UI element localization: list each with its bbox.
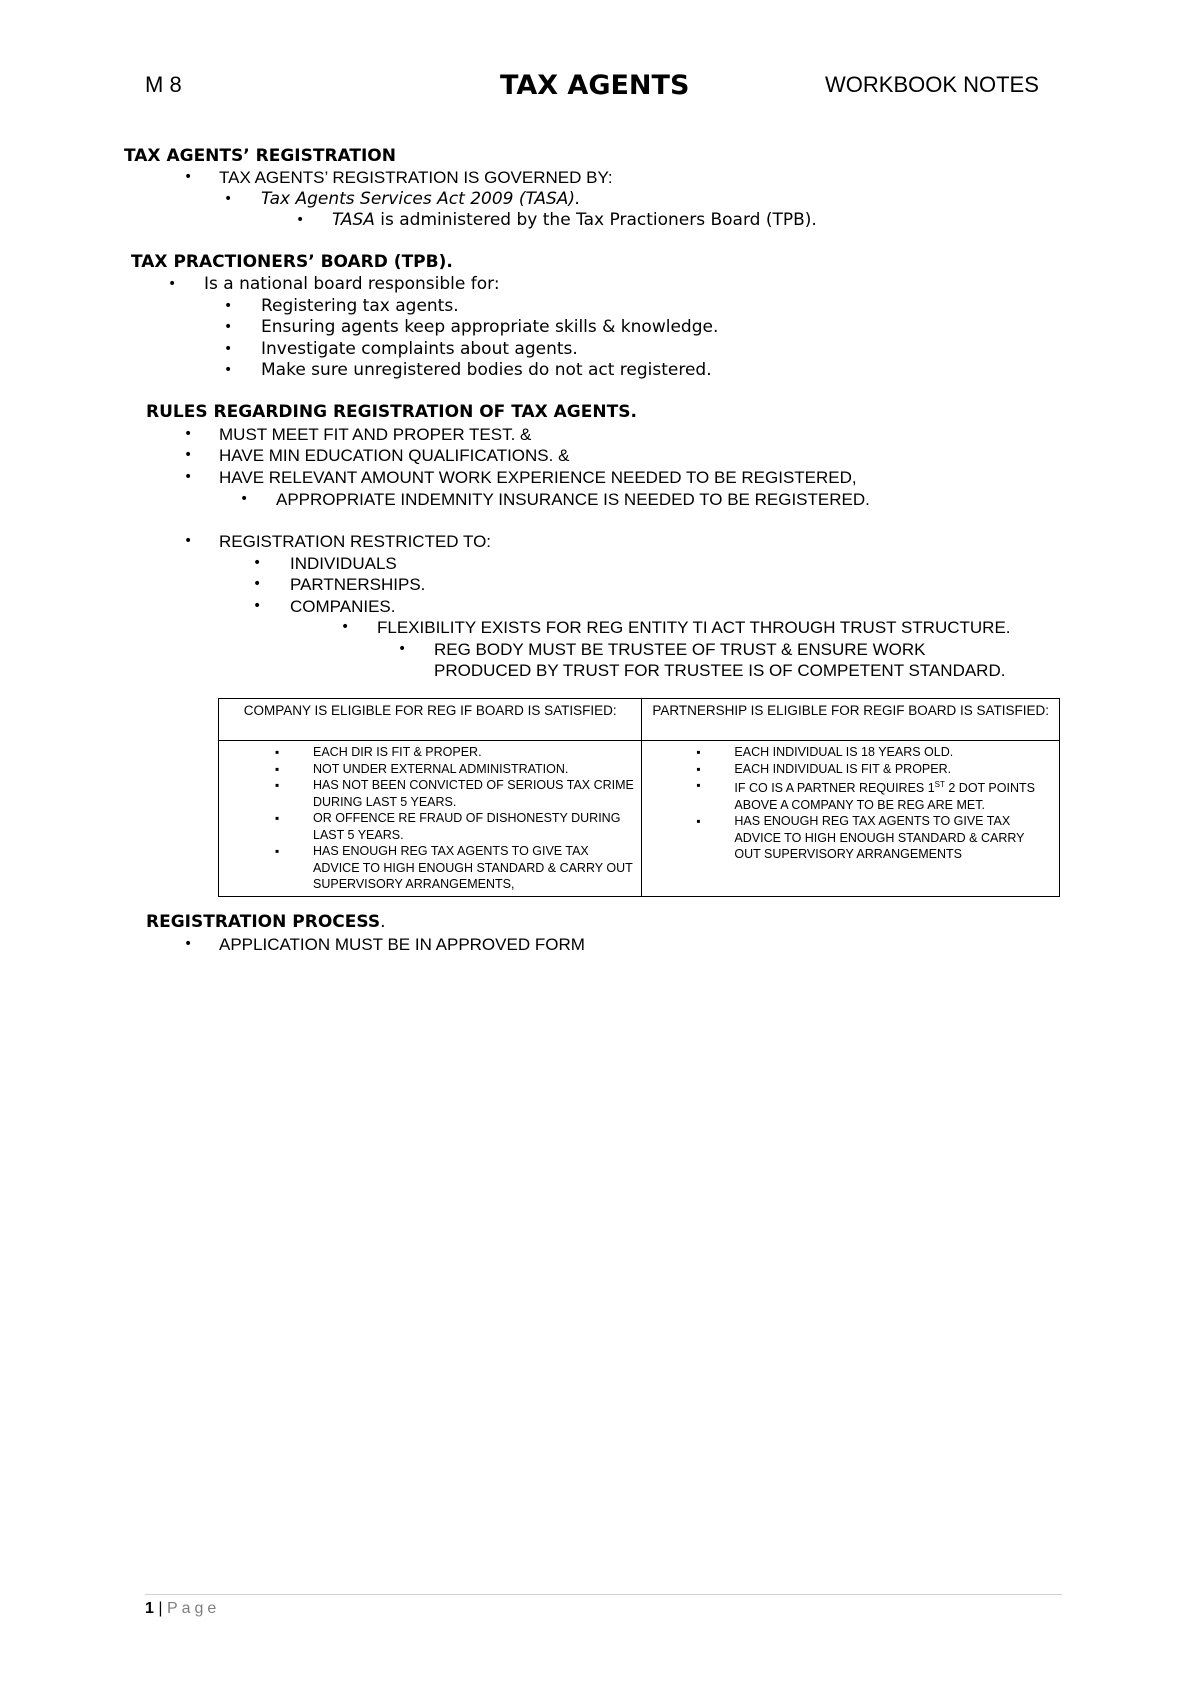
company-criteria-cell xyxy=(219,741,642,897)
bullet-icon: • xyxy=(224,191,233,207)
company-criterion: ▪ EACH DIR IS FIT & PROPER. xyxy=(313,744,635,761)
criterion-text: 2 DOT POINTS ABOVE A COMPANY TO BE REG ARE MET. xyxy=(734,781,1035,812)
company-criterion: ▪ HAS NOT BEEN CONVICTED OF SERIOUS TAX CRIME DURING LAST 5 YEARS. xyxy=(313,777,635,810)
partnership-criteria-list xyxy=(648,744,1053,863)
partnership-criterion: ▪ EACH INDIVIDUAL IS 18 YEARS OLD. xyxy=(734,744,1053,761)
company-criterion: ▪ HAS ENOUGH REG TAX AGENTS TO GIVE TAX ADVICE TO HIGH ENOUGH STANDARD & CARRY OUT SUPERVISORY ARRANGEMENTS, xyxy=(313,843,635,893)
application-form-item: APPLICATION MUST BE IN APPROVED FORM xyxy=(219,935,585,954)
governed-by-item: TAX AGENTS’ REGISTRATION IS GOVERNED BY: xyxy=(219,168,613,187)
bullet-icon: • xyxy=(184,169,193,185)
criterion-text: IF CO IS A PARTNER REQUIRES 1 xyxy=(734,781,935,796)
bullet-icon: • xyxy=(224,298,233,314)
restricted-entity: COMPANIES. xyxy=(290,597,396,616)
partnership-criterion: ▪ EACH INDIVIDUAL IS FIT & PROPER. xyxy=(734,761,1053,778)
header-title: TAX AGENTS xyxy=(500,70,690,101)
tasa-act-item: Tax Agents Services Act 2009 (TASA). xyxy=(261,189,581,209)
restricted-entity: PARTNERSHIPS. xyxy=(290,575,426,594)
footer-divider xyxy=(145,1594,1062,1595)
partnership-criterion: ▪ HAS ENOUGH REG TAX AGENTS TO GIVE TAX ADVICE TO HIGH ENOUGH STANDARD & CARRY OUT SUPERVISORY ARRANGEMENTS xyxy=(734,813,1053,863)
bullet-icon: • xyxy=(341,619,350,635)
section-registration-process-title xyxy=(146,912,386,933)
section-tpb-title: TAX PRACTIONERS’ BOARD (TPB). xyxy=(131,252,453,272)
bullet-icon: • xyxy=(184,936,193,952)
bullet-icon: • xyxy=(224,362,233,378)
section-rules-title: RULES REGARDING REGISTRATION OF TAX AGENTS. xyxy=(146,402,637,422)
ordinal-superscript: ST xyxy=(934,780,945,789)
tpb-subitem: Investigate complaints about agents. xyxy=(261,339,578,359)
eligibility-table xyxy=(218,698,1060,897)
tpb-subitem: Ensuring agents keep appropriate skills & knowledge. xyxy=(261,317,719,337)
restricted-entity: INDIVIDUALS xyxy=(290,554,397,573)
tasa-administered-text: is administered by the Tax Practioners Board (TPB). xyxy=(374,210,817,230)
bullet-icon: • xyxy=(398,641,407,657)
partnership-criterion-company-partner xyxy=(734,777,1053,813)
trustee-item-line2: PRODUCED BY TRUST FOR TRUSTEE IS OF COMPETENT STANDARD. xyxy=(434,661,1006,680)
bullet-icon: • xyxy=(240,491,249,507)
tasa-administered-item xyxy=(332,210,817,231)
bullet-icon: • xyxy=(253,598,262,614)
bullet-icon: • xyxy=(296,212,305,228)
bullet-icon: • xyxy=(224,319,233,335)
bullet-icon: • xyxy=(253,576,262,592)
tasa-abbrev: TASA xyxy=(332,210,375,230)
bullet-icon: • xyxy=(184,469,193,485)
bullet-icon: • xyxy=(184,447,193,463)
tpb-responsible-item: Is a national board responsible for: xyxy=(204,274,500,294)
header-workbook-notes: WORKBOOK NOTES xyxy=(825,72,1039,97)
bullet-icon: • xyxy=(184,426,193,442)
section-tax-agents-registration-title: TAX AGENTS’ REGISTRATION xyxy=(124,146,396,166)
company-criterion: ▪ NOT UNDER EXTERNAL ADMINISTRATION. xyxy=(313,761,635,778)
bullet-icon: • xyxy=(253,555,262,571)
partnership-criteria-cell xyxy=(642,741,1060,897)
bullet-icon: • xyxy=(224,341,233,357)
company-eligibility-header: COMPANY IS ELIGIBLE FOR REG IF BOARD IS SATISFIED: xyxy=(219,699,642,741)
footer-separator: | xyxy=(153,1600,167,1617)
company-criteria-list xyxy=(225,744,635,893)
registration-restricted-item: REGISTRATION RESTRICTED TO: xyxy=(219,532,492,551)
rule-item: HAVE MIN EDUCATION QUALIFICATIONS. & xyxy=(219,446,570,465)
bullet-icon: • xyxy=(168,276,177,292)
tpb-subitem: Registering tax agents. xyxy=(261,296,459,316)
company-criterion: ▪ OR OFFENCE RE FRAUD OF DISHONESTY DURING LAST 5 YEARS. xyxy=(313,810,635,843)
partnership-eligibility-header: PARTNERSHIP IS ELIGIBLE FOR REGIF BOARD IS SATISFIED: xyxy=(642,699,1060,741)
page-footer xyxy=(145,1600,220,1618)
rule-item: HAVE RELEVANT AMOUNT WORK EXPERIENCE NEEDED TO BE REGISTERED, xyxy=(219,468,857,487)
bullet-icon: • xyxy=(184,533,193,549)
rule-item: MUST MEET FIT AND PROPER TEST. & xyxy=(219,425,532,444)
header-module: M 8 xyxy=(145,72,182,97)
registration-process-title-text: REGISTRATION PROCESS xyxy=(146,912,381,932)
title-period: . xyxy=(380,912,386,932)
page-label: Page xyxy=(166,1600,221,1617)
indemnity-item: APPROPRIATE INDEMNITY INSURANCE IS NEEDED TO BE REGISTERED. xyxy=(276,490,870,509)
tpb-subitem: Make sure unregistered bodies do not act registered. xyxy=(261,360,712,380)
trustee-item-line1: REG BODY MUST BE TRUSTEE OF TRUST & ENSURE WORK xyxy=(434,640,926,659)
flexibility-item: FLEXIBILITY EXISTS FOR REG ENTITY TI ACT THROUGH TRUST STRUCTURE. xyxy=(377,618,1011,637)
page-number: 1 xyxy=(145,1600,154,1617)
